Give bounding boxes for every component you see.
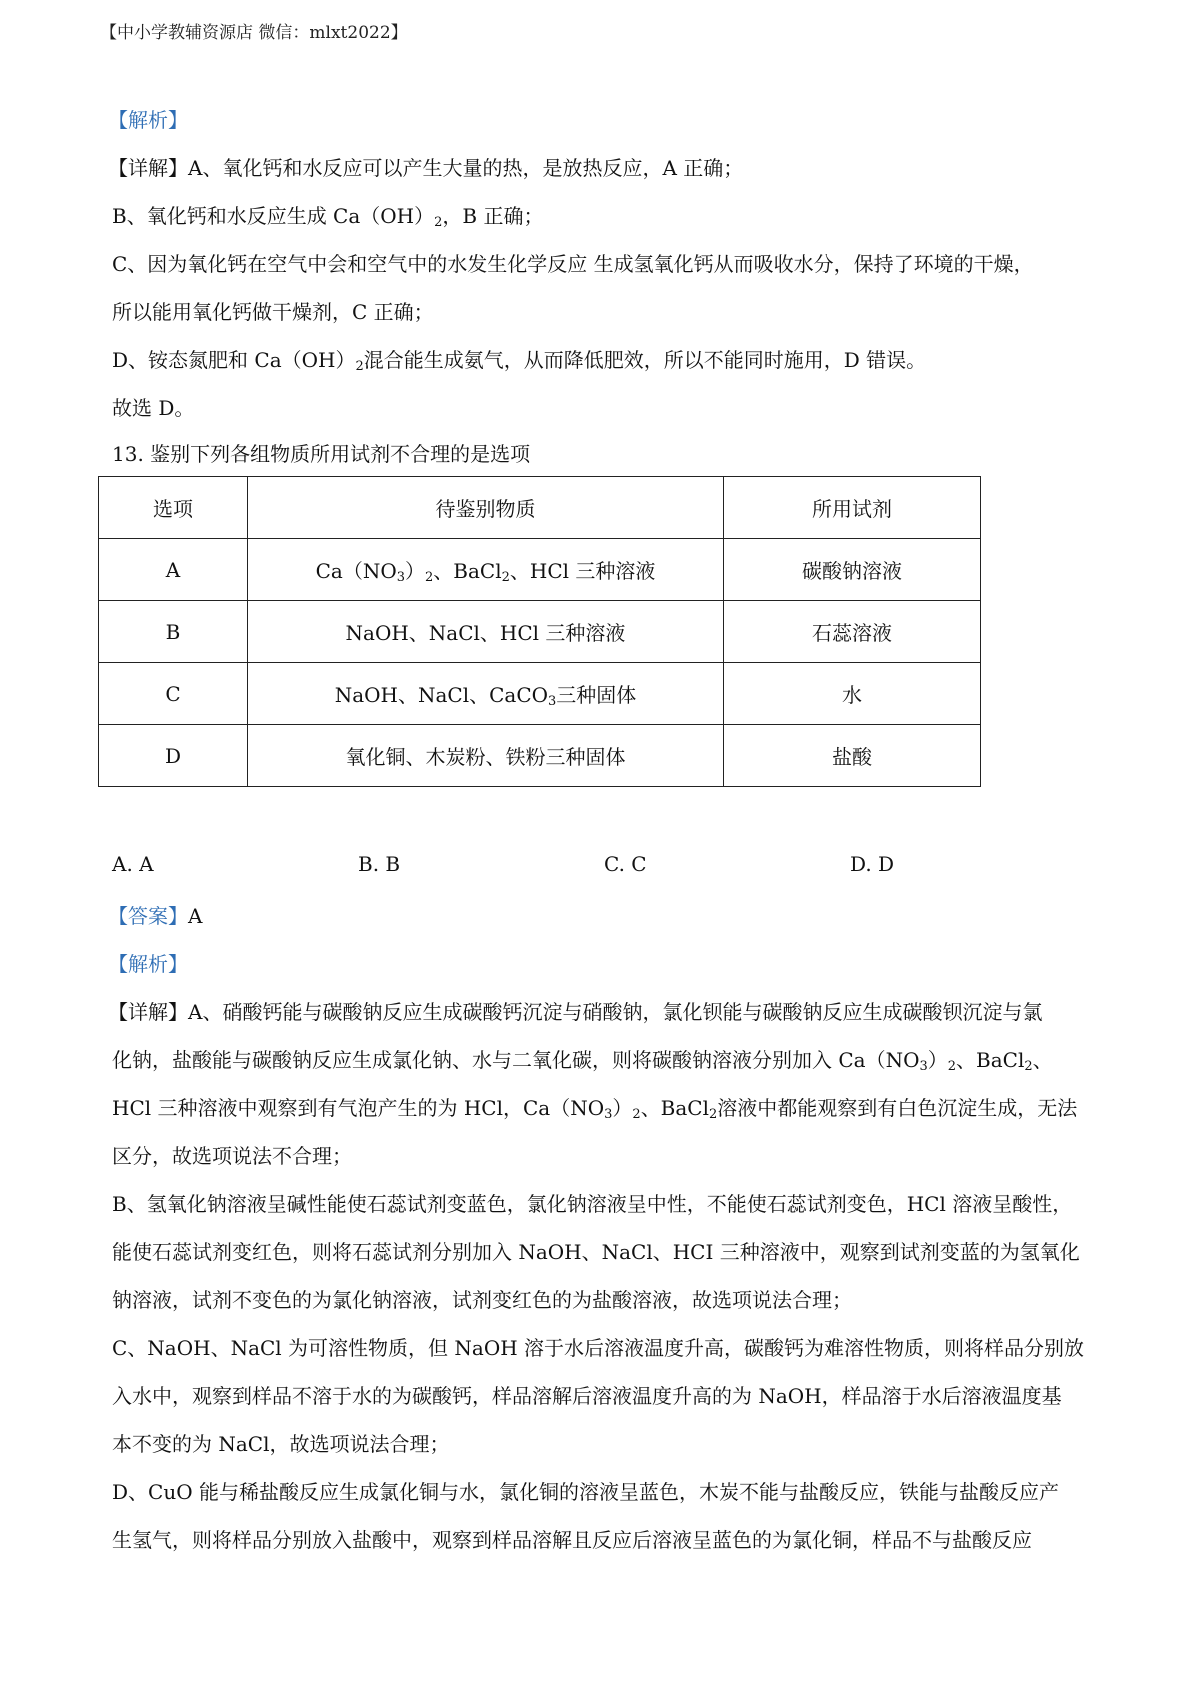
detail-line-a: 【详解】A、氧化钙和水反应可以产生大量的热，是放热反应，A 正确； (108, 156, 744, 180)
analysis-line: 生氢气，则将样品分别放入盐酸中，观察到样品溶解且反应后溶液呈蓝色的为氯化铜，样品不与盐酸反应 (112, 1528, 1032, 1552)
answer-line (108, 900, 202, 929)
analysis-line: 钠溶液，试剂不变色的为氯化钠溶液，试剂变红色的为盐酸溶液，故选项说法合理； (112, 1288, 852, 1312)
analysis-line: 入水中，观察到样品不溶于水的为碳酸钙，样品溶解后溶液温度升高的为 NaOH，样品溶于水后溶液温度基 (112, 1384, 1062, 1408)
option-b: B. B (358, 852, 401, 876)
detail-line-c2: 所以能用氧化钙做干燥剂，C 正确； (112, 300, 434, 324)
question-text: 13. 鉴别下列各组物质所用试剂不合理的是选项 (112, 442, 531, 466)
detail-line-b: B、氧化钙和水反应生成 $Ca(OH)_2$，B 正确； (112, 204, 544, 230)
analysis-line: 化钠，盐酸能与碳酸钠反应生成氯化钠、水与二氧化碳，则将碳酸钠溶液分别加入 $Ca(NO_3)_2$、BaCl$_2$、 (112, 1048, 1053, 1074)
table-row: A $Ca(NO_3)_2$、BaCl$_2$、HCl 三种溶液 碳酸钠溶液 (99, 539, 981, 601)
detail-line-d: D、铵态氮肥和 $Ca(OH)_2$混合能生成氨气，从而降低肥效，所以不能同时施用，D 错误。 (112, 348, 927, 374)
answer-value: A (188, 904, 203, 928)
detail-tag: 【详解】 (108, 156, 188, 180)
analysis-heading-prev: 【解析】 (108, 108, 188, 132)
analysis-line: D、CuO 能与稀盐酸反应生成氯化铜与水，氯化铜的溶液呈蓝色，木炭不能与盐酸反应，铁能与盐酸反应产 (112, 1480, 1059, 1504)
option-c: C. C (604, 852, 647, 876)
analysis-line: 本不变的为 NaCl，故选项说法合理； (112, 1432, 450, 1456)
analysis-heading: 【解析】 (108, 952, 188, 976)
header-reagent: 所用试剂 (724, 477, 981, 539)
watermark: 【中小学教辅资源店 微信：mlxt2022】 (100, 23, 408, 43)
table-row: C NaOH、NaCl、CaCO$_3$三种固体 水 (99, 663, 981, 725)
header-option: 选项 (99, 477, 248, 539)
analysis-line: HCl 三种溶液中观察到有气泡产生的为 HCl，$Ca(NO_3)_2$、BaCl$_2$溶液中都能观察到有白色沉淀生成，无法 (112, 1096, 1078, 1122)
conclusion-line: 故选 D。 (112, 396, 195, 420)
option-d: D. D (850, 852, 895, 876)
table-header-row (99, 477, 981, 539)
question-table (98, 476, 981, 787)
analysis-line: 【详解】A、硝酸钙能与碳酸钠反应生成碳酸钙沉淀与硝酸钠，氯化钡能与碳酸钠反应生成碳酸钡沉淀与氯 (108, 1000, 1043, 1024)
table-row: B NaOH、NaCl、HCl 三种溶液 石蕊溶液 (99, 601, 981, 663)
analysis-line: C、NaOH、NaCl 为可溶性物质，但 NaOH 溶于水后溶液温度升高，碳酸钙为难溶性物质，则将样品分别放 (112, 1336, 1085, 1360)
answer-tag: 【答案】 (108, 904, 188, 928)
analysis-line: 能使石蕊试剂变红色，则将石蕊试剂分别加入 NaOH、NaCl、HCI 三种溶液中，观察到试剂变蓝的为氢氧化 (112, 1240, 1080, 1264)
header-material: 待鉴别物质 (248, 477, 724, 539)
detail-line-c1: C、因为氧化钙在空气中会和空气中的水发生化学反应 生成氢氧化钙从而吸收水分，保持了环境的干燥， (112, 252, 1034, 276)
table-row: D 氧化铜、木炭粉、铁粉三种固体 盐酸 (99, 725, 981, 787)
option-a: A. A (112, 852, 154, 876)
analysis-line: 区分，故选项说法不合理； (112, 1144, 352, 1168)
analysis-line: B、氢氧化钠溶液呈碱性能使石蕊试剂变蓝色，氯化钠溶液呈中性，不能使石蕊试剂变色，HCl 溶液呈酸性， (112, 1192, 1073, 1216)
